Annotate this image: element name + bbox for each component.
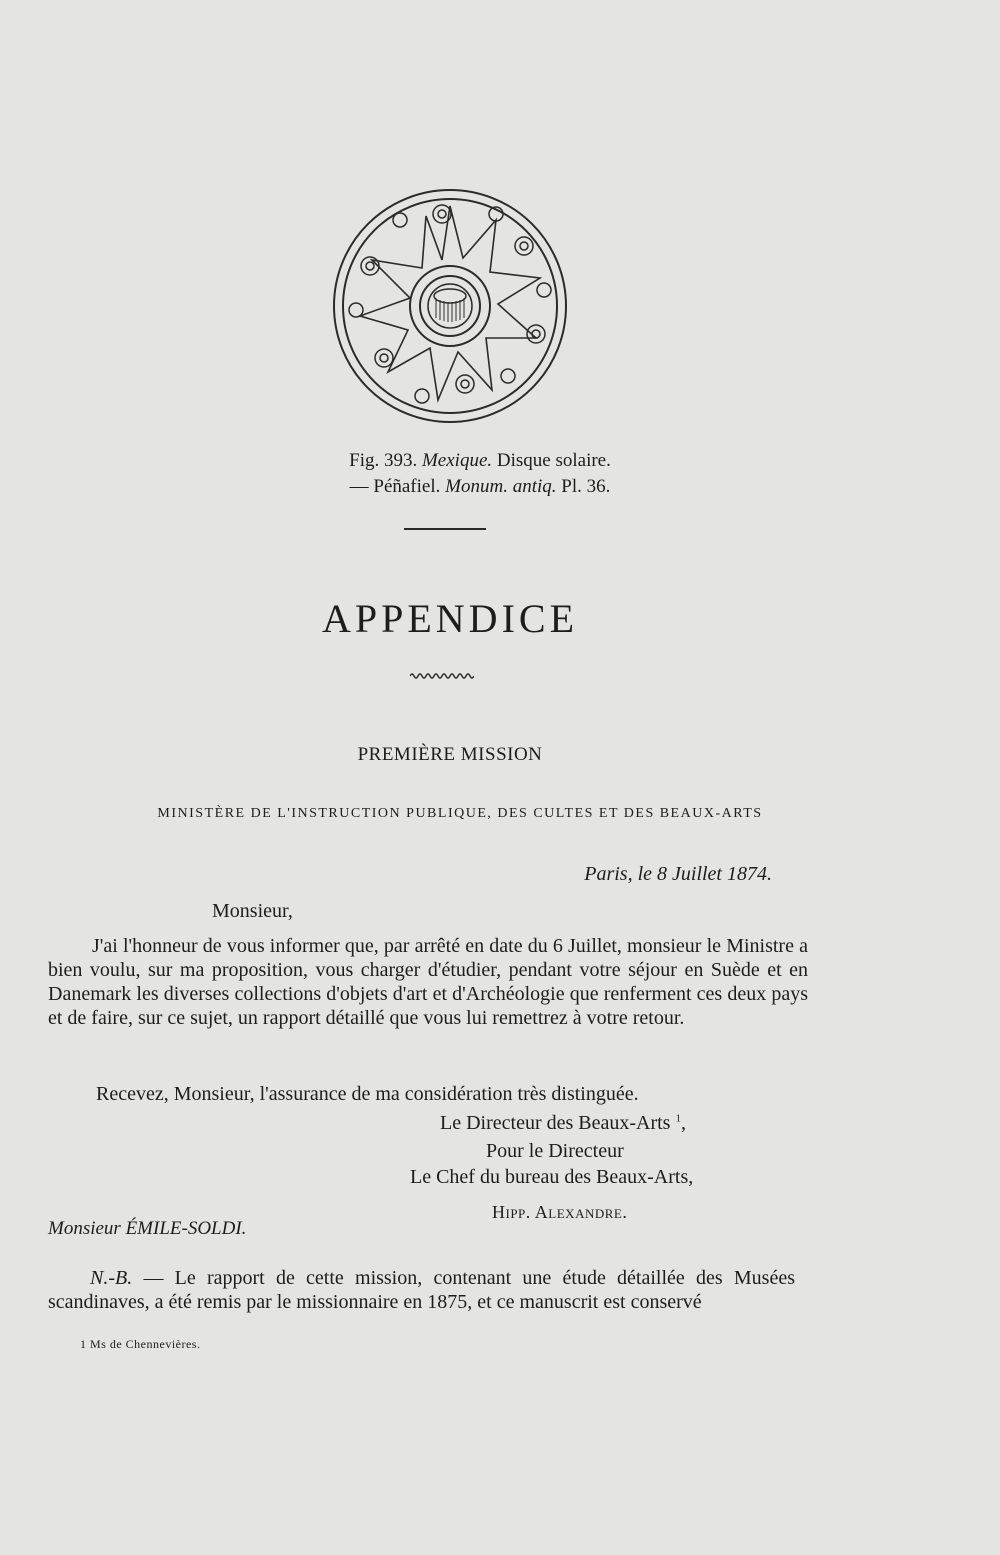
divider (404, 528, 486, 530)
footnote-marker: 1 (675, 1112, 681, 1125)
nota-bene (48, 1266, 795, 1314)
sun-disk-engraving-icon (330, 186, 570, 426)
figure-caption-line-2: — Péñafiel. Monum. antiq. Pl. 36. (349, 476, 611, 497)
letter-body: J'ai l'honneur de vous informer que, par arrêté en date du 6 Juillet, monsieur le Ministre a bien voulu, sur ma proposition, vous charger d'étudier, pendant votre séjour en Suède et en Danemark les diverses collections d'objets d'art et d'Archéologie que renferment ces deux pays et de faire, sur ce sujet, un rapport détaillé que vous lui remettrez à votre retour. (48, 935, 808, 1029)
signature-line-3: Le Chef du bureau des Beaux-Arts, (410, 1166, 694, 1188)
letter-recipient: Monsieur ÉMILE-SOLDI. (48, 1218, 247, 1239)
ornament-wavy-line-icon (410, 670, 474, 682)
figure-caption-line-1: Fig. 393. Mexique. Disque solaire. (349, 450, 611, 471)
letter-date: Paris, le 8 Juillet 1874. (584, 863, 772, 885)
ministry-heading: MINISTÈRE DE L'INSTRUCTION PUBLIQUE, DES CULTES ET DES BEAUX-ARTS (157, 806, 763, 821)
letter-salutation: Monsieur, (212, 900, 293, 922)
nota-bene-text: — Le rapport de cette mission, contenant une étude détaillée des Musées scandinaves, a été remis par le missionnaire en 1875, et ce manuscrit est conservé (48, 1267, 795, 1313)
nota-bene-label: N.-B. (90, 1267, 133, 1289)
signatory-name: Hipp. Alexandre. (492, 1202, 628, 1222)
page-title: APPENDICE (321, 596, 579, 641)
section-heading: PREMIÈRE MISSION (357, 744, 543, 765)
footnote: 1 Ms de Chennevières. (80, 1337, 201, 1351)
signature-line-1: Le Directeur des Beaux-Arts $^1$, (440, 1112, 686, 1134)
letter-closing: Recevez, Monsieur, l'assurance de ma considération très distinguée. (96, 1083, 639, 1105)
signature-line-2: Pour le Directeur (486, 1140, 624, 1162)
